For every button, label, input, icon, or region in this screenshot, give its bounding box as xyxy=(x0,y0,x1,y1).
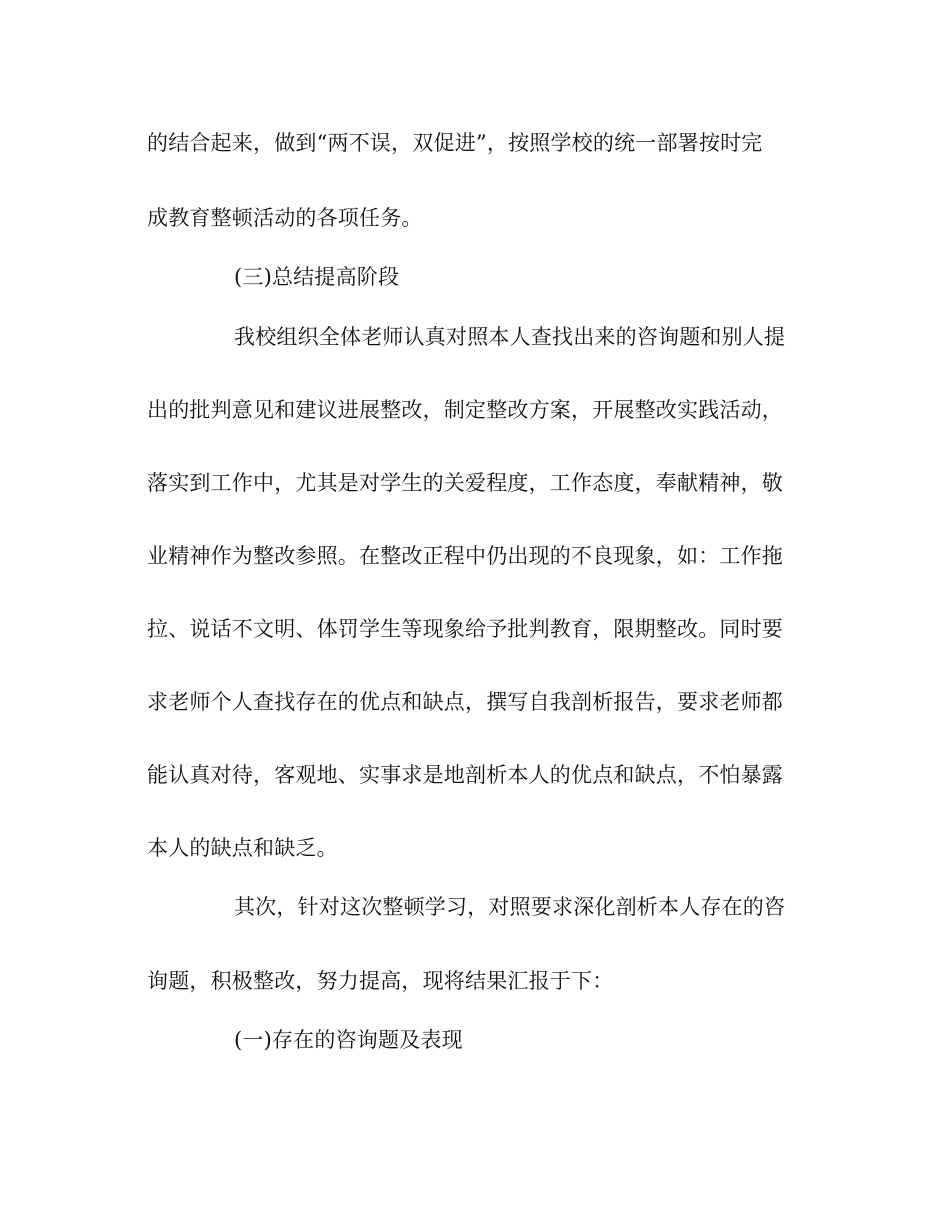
paragraph-line: 我校组织全体老师认真对照本人查找出来的咨询题和别人提 xyxy=(234,325,786,349)
paragraph-line: 业精神作为整改参照。在整改正程中仍出现的不良现象，如：工作拖 xyxy=(147,544,783,568)
paragraph-line: 能认真对待，客观地、实事求是地剖析本人的优点和缺点，不怕暴露 xyxy=(147,763,783,787)
paragraph-line: 询题，积极整改，努力提高，现将结果汇报于下： xyxy=(147,969,614,993)
paragraph-line: 成教育整顿活动的各项任务。 xyxy=(147,206,423,230)
section-heading: (三)总结提高阶段 xyxy=(234,265,400,289)
paragraph-line: 的结合起来，做到“两不误，双促进”，按照学校的统一部署按时完 xyxy=(147,131,763,155)
paragraph-line: 落实到工作中，尤其是对学生的关爱程度，工作态度，奉献精神，敬 xyxy=(147,471,783,495)
paragraph-line: 其次，针对这次整顿学习，对照要求深化剖析本人存在的咨 xyxy=(234,895,786,919)
paragraph-line: 出的批判意见和建议进展整改，制定整改方案，开展整改实践活动， xyxy=(147,398,783,422)
paragraph-line: 求老师个人查找存在的优点和缺点，撰写自我剖析报告，要求老师都 xyxy=(147,690,783,714)
paragraph-line: 拉、说话不文明、体罚学生等现象给予批判教育，限期整改。同时要 xyxy=(147,617,783,641)
section-heading: (一)存在的咨询题及表现 xyxy=(234,1028,463,1052)
paragraph-line: 本人的缺点和缺乏。 xyxy=(147,836,338,860)
